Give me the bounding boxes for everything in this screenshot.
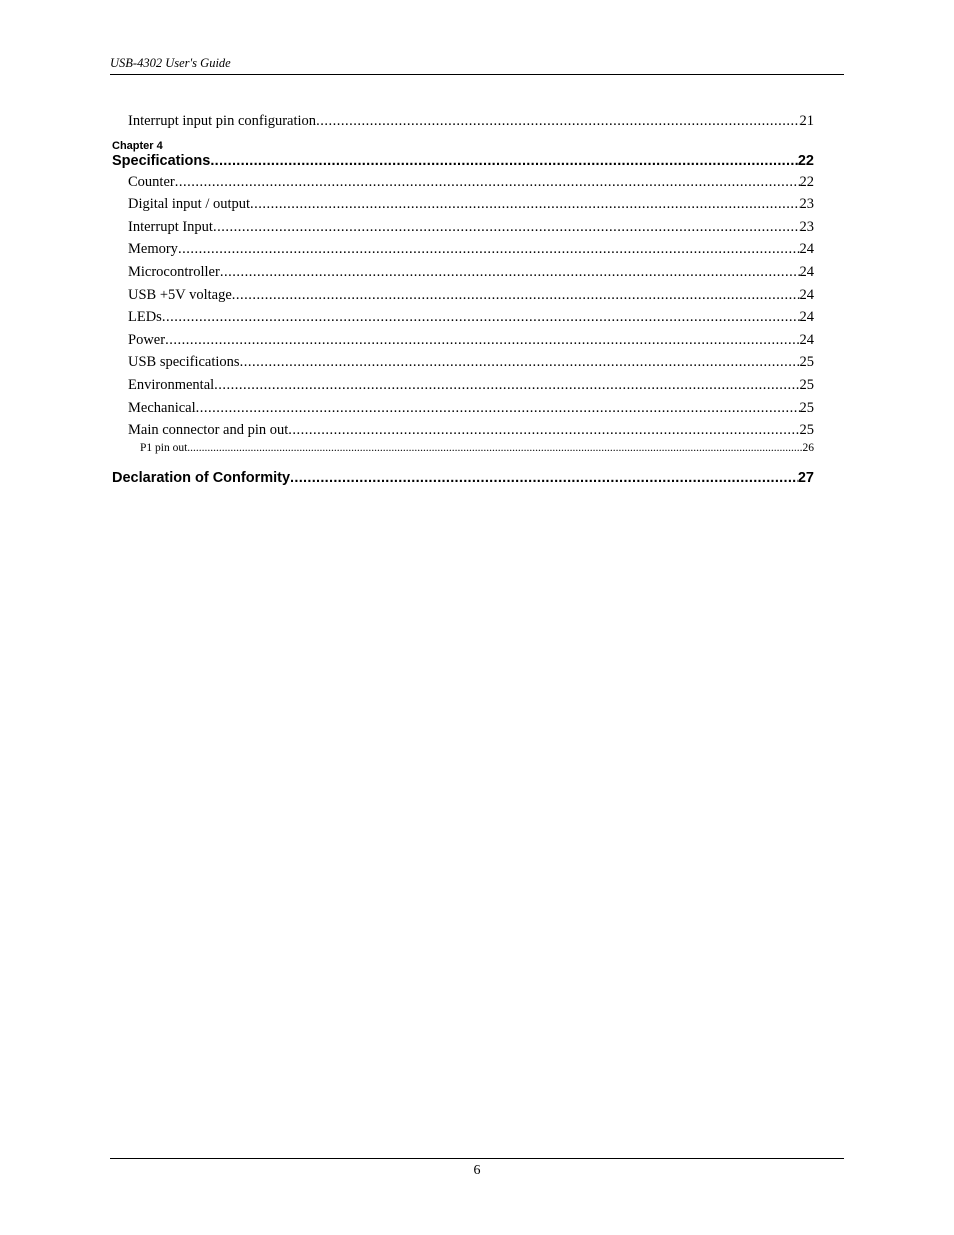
toc-entry-page: 23 — [799, 218, 814, 235]
header-title: USB-4302 User's Guide — [110, 56, 231, 70]
toc-entry-title: Mechanical — [128, 399, 196, 416]
toc-entry-page: 24 — [799, 263, 814, 280]
toc-entry-page: 23 — [799, 196, 814, 213]
toc-entry-page: 25 — [799, 354, 814, 371]
table-of-contents — [112, 110, 814, 488]
page-header — [110, 55, 844, 75]
toc-entry-title: Interrupt Input — [128, 218, 213, 235]
toc-entry-page: 25 — [799, 376, 814, 393]
toc-entry-page: 22 — [799, 173, 814, 190]
toc-dot-leader — [316, 110, 799, 133]
toc-entry-title: USB specifications — [128, 354, 240, 371]
toc-entry[interactable] — [112, 193, 814, 216]
toc-chapter-entry[interactable] — [112, 152, 814, 171]
toc-subentry[interactable] — [112, 442, 814, 455]
toc-entry-title: USB +5V voltage — [128, 286, 232, 303]
toc-entry[interactable] — [112, 261, 814, 284]
toc-entry[interactable] — [112, 171, 814, 194]
toc-dot-leader — [214, 374, 799, 397]
toc-entry[interactable] — [112, 351, 814, 374]
toc-dot-leader — [187, 442, 802, 455]
toc-entry-title: Main connector and pin out — [128, 422, 289, 439]
toc-entry-page: 24 — [799, 331, 814, 348]
toc-entry-title: Environmental — [128, 376, 215, 393]
toc-subentry-title: P1 pin out — [140, 441, 188, 454]
toc-entry[interactable] — [112, 284, 814, 307]
toc-entry-page: 21 — [799, 113, 814, 129]
toc-dot-leader — [178, 238, 800, 261]
spacer — [112, 455, 814, 469]
toc-subentry-page: 26 — [802, 441, 814, 454]
toc-entry-page: 24 — [799, 309, 814, 326]
toc-chapter-title: Declaration of Conformity — [112, 469, 291, 486]
page-number: 6 — [473, 1163, 481, 1178]
toc-dot-leader — [196, 397, 800, 420]
toc-entry[interactable] — [112, 374, 814, 397]
toc-entry-title: Microcontroller — [128, 263, 220, 280]
toc-entry[interactable] — [112, 306, 814, 329]
toc-entry[interactable] — [112, 397, 814, 420]
toc-entry[interactable] — [112, 238, 814, 261]
toc-dot-leader — [162, 306, 800, 329]
toc-entry-title: Digital input / output — [128, 196, 251, 213]
toc-entry-page: 25 — [799, 399, 814, 416]
toc-entry-page: 24 — [799, 286, 814, 303]
toc-entry-page: 25 — [799, 422, 814, 439]
toc-dot-leader — [288, 419, 799, 442]
toc-entry[interactable] — [112, 419, 814, 442]
toc-entry-title: Interrupt input pin configuration — [128, 113, 317, 129]
toc-dot-leader — [210, 152, 798, 171]
toc-chapter-page: 22 — [797, 152, 814, 169]
toc-entry[interactable] — [112, 216, 814, 239]
toc-entry-title: Counter — [128, 173, 175, 190]
toc-chapter-page: 27 — [797, 469, 814, 486]
toc-dot-leader — [232, 284, 800, 307]
toc-chapter-title: Specifications — [112, 152, 211, 169]
toc-dot-leader — [175, 171, 800, 194]
chapter-label: Chapter 4 — [112, 139, 163, 152]
toc-dot-leader — [165, 329, 799, 352]
toc-chapter-entry[interactable] — [112, 469, 814, 488]
toc-entry-title: LEDs — [128, 309, 162, 326]
toc-entry[interactable] — [112, 110, 814, 133]
toc-entry-page: 24 — [799, 241, 814, 258]
toc-dot-leader — [240, 351, 800, 374]
toc-dot-leader — [220, 261, 800, 284]
toc-entry[interactable] — [112, 329, 814, 352]
page-footer — [110, 1158, 844, 1179]
toc-dot-leader — [290, 469, 798, 488]
toc-entry-title: Power — [128, 331, 166, 348]
toc-dot-leader — [213, 216, 800, 239]
toc-dot-leader — [250, 193, 799, 216]
toc-entry-title: Memory — [128, 241, 178, 258]
